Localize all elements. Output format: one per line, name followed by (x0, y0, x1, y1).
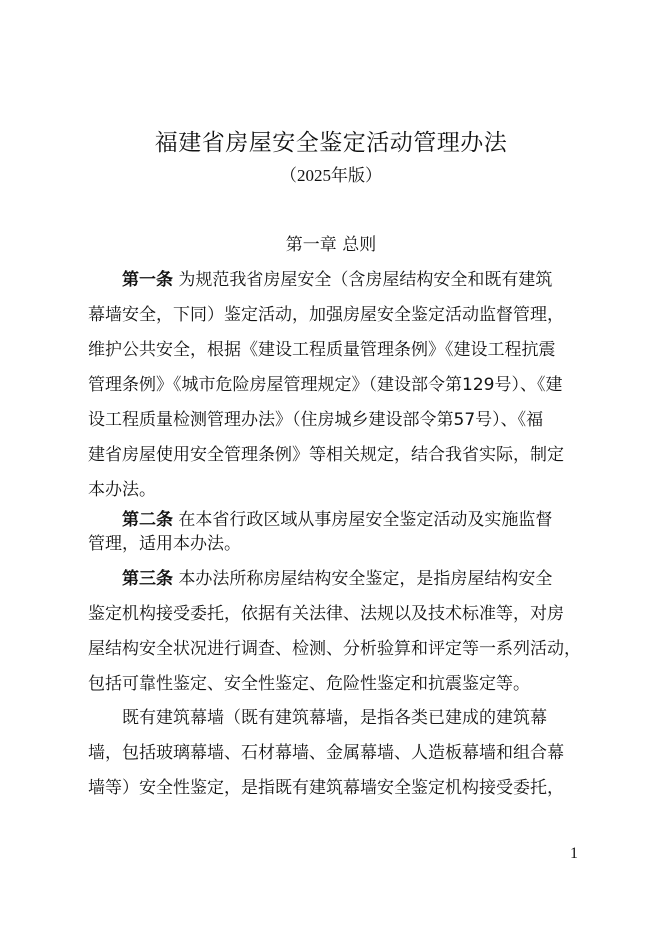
article-line: 既有建筑幕墙（既有建筑幕墙，是指各类已建成的建筑幕 (122, 708, 547, 728)
article-line: 幕墙安全，下同）鉴定活动，加强房屋安全鉴定活动监督管理， (88, 305, 564, 325)
article-line: 管理条例》《城市危险房屋管理规定》（建设部令第129号）、《建 (88, 375, 563, 395)
article-line: 设工程质量检测管理办法》（住房城乡建设部令第57号）、《福 (88, 410, 544, 430)
article-3 (88, 562, 596, 702)
document-title: 福建省房屋安全鉴定活动管理办法 (154, 130, 508, 156)
article-line: 建省房屋使用安全管理条例》等相关规定，结合我省实际，制定 (88, 445, 564, 465)
article-line: 维护公共安全，根据《建设工程质量管理条例》《建设工程抗震 (88, 340, 556, 360)
page-number: 1 (570, 845, 578, 862)
article-line: 墙等）安全性鉴定，是指既有建筑幕墙安全鉴定机构接受委托， (88, 778, 564, 798)
document-subtitle: （2025年版） (280, 166, 382, 185)
article-line: 包括可靠性鉴定、安全性鉴定、危险性鉴定和抗震鉴定等。 (88, 674, 530, 694)
article-line: 管理，适用本办法。 (88, 534, 241, 554)
article-label: 第三条 (122, 569, 173, 589)
article-line (88, 263, 596, 298)
article-2 (88, 508, 596, 556)
chapter-heading: 第一章 总则 (285, 235, 377, 255)
article-text: 在本省行政区域从事房屋安全鉴定活动及实施监督 (173, 510, 553, 530)
curtain-wall-paragraph (88, 701, 596, 806)
article-line: 墙，包括玻璃幕墙、石材幕墙、金属幕墙、人造板幕墙和组合幕 (88, 743, 564, 763)
article-text: 为规范我省房屋安全（含房屋结构安全和既有建筑 (173, 270, 553, 290)
article-line (88, 562, 596, 597)
article-line: 本办法。 (88, 480, 156, 500)
article-text: 本办法所称房屋结构安全鉴定，是指房屋结构安全 (173, 569, 553, 589)
article-1 (88, 263, 596, 508)
article-label: 第一条 (122, 270, 173, 290)
article-line: 屋结构安全状况进行调查、检测、分析验算和评定等一系列活动， (88, 639, 581, 659)
article-line (88, 508, 596, 532)
article-label: 第二条 (122, 510, 173, 530)
article-line: 鉴定机构接受委托，依据有关法律、法规以及技术标准等，对房 (88, 604, 564, 624)
